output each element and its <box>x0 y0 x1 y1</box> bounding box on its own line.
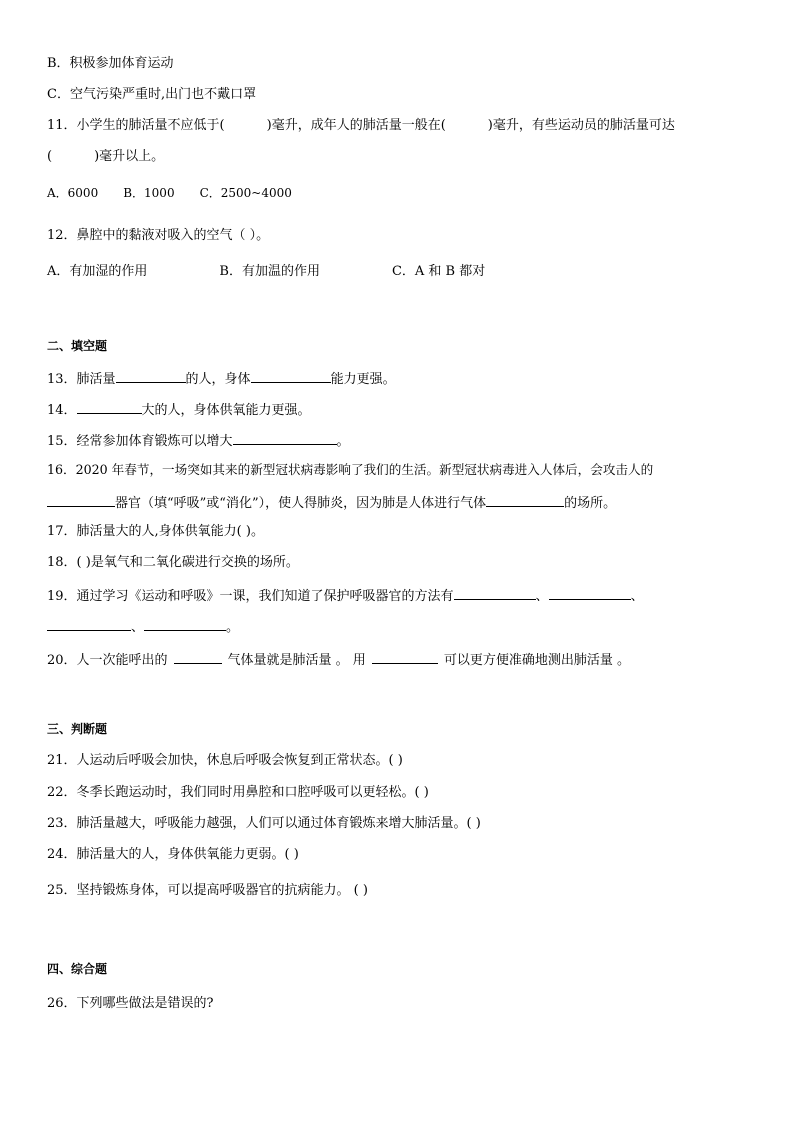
q19-separator-3: 、 <box>131 620 145 635</box>
q13 <box>47 368 396 389</box>
q19-text-1: 19．通过学习《运动和呼吸》一课，我们知道了保护呼吸器官的方法有 <box>47 589 454 604</box>
q19-separator-1: 、 <box>535 589 549 604</box>
q20-text-1: 20．人一次能呼出的 <box>47 653 168 668</box>
q24: 24．肺活量大的人，身体供氧能力更弱。( ) <box>47 847 299 862</box>
q14-text-2: 大的人，身体供氧能力更强。 <box>141 403 311 418</box>
q13-blank-1[interactable] <box>116 368 186 383</box>
q11-text-2: )毫升，成年人的肺活量一般在( <box>266 118 446 133</box>
q13-text-2: 的人，身体 <box>185 372 251 387</box>
q17: 17．肺活量大的人,身体供氧能力( )。 <box>47 524 264 539</box>
section-heading-fill-blank: 二、填空题 <box>47 339 108 353</box>
q15-text-1: 15．经常参加体育锻炼可以增大 <box>47 434 233 449</box>
q20-text-3: 可以更方便准确地测出肺活量 。 <box>443 653 630 668</box>
q21: 21．人运动后呼吸会加快，休息后呼吸会恢复到正常状态。( ) <box>47 753 403 768</box>
q11-line-2 <box>47 148 164 166</box>
q26: 26．下列哪些做法是错误的? <box>47 996 214 1011</box>
section-heading-true-false: 三、判断题 <box>47 722 108 736</box>
q20 <box>47 649 630 670</box>
q16-blank-2[interactable] <box>486 492 564 507</box>
q16-blank-1[interactable] <box>47 492 115 507</box>
q11-option-b: B．1000 <box>123 186 175 200</box>
q13-text-3: 能力更强。 <box>330 372 396 387</box>
q19-line-2 <box>47 616 239 637</box>
q25: 25．坚持锻炼身体，可以提高呼吸器官的抗病能力。 ( ) <box>47 883 368 898</box>
q12-option-b: B．有加温的作用 <box>219 264 320 279</box>
q13-blank-2[interactable] <box>251 368 331 383</box>
q12-question: 12．鼻腔中的黏液对吸入的空气（ ）。 <box>47 228 270 243</box>
q12-option-a: A．有加湿的作用 <box>47 264 148 279</box>
q10-option-c: C．空气污染严重时,出门也不戴口罩 <box>47 87 257 102</box>
q16-line-1: 16．2020 年春节，一场突如其来的新型冠状病毒影响了我们的生活。新型冠状病毒进入人体后，会攻击人的 <box>47 462 654 477</box>
q11-option-a: A．6000 <box>47 186 99 200</box>
q19-separator-2: 、 <box>630 589 644 604</box>
q14-text-1: 14． <box>47 403 77 418</box>
q19-blank-3[interactable] <box>47 616 131 631</box>
q18: 18．( )是氧气和二氧化碳进行交换的场所。 <box>47 555 299 570</box>
q12-options <box>47 263 485 281</box>
q20-blank-1[interactable] <box>174 649 222 664</box>
q20-blank-2[interactable] <box>372 649 438 664</box>
section-heading-comprehensive: 四、综合题 <box>47 962 108 976</box>
q23: 23．肺活量越大，呼吸能力越强，人们可以通过体育锻炼来增大肺活量。( ) <box>47 816 481 831</box>
q11-line-1 <box>47 117 675 135</box>
q19-end: 。 <box>226 620 240 635</box>
q19-blank-4[interactable] <box>144 616 226 631</box>
q19-blank-1[interactable] <box>454 585 536 600</box>
q15 <box>47 430 350 451</box>
q19-blank-2[interactable] <box>549 585 631 600</box>
q20-text-2: 气体量就是肺活量 。 用 <box>227 653 366 668</box>
q16-text-3: 的场所。 <box>564 496 617 511</box>
q16-line-2 <box>47 492 616 513</box>
q11-text-4: ( <box>47 149 53 164</box>
q11-text-5: )毫升以上。 <box>94 149 165 164</box>
q11-options <box>47 184 292 202</box>
q11-text-3: )毫升，有些运动员的肺活量可达 <box>487 118 675 133</box>
q22: 22．冬季长跑运动时，我们同时用鼻腔和口腔呼吸可以更轻松。( ) <box>47 785 429 800</box>
q15-text-2: 。 <box>336 434 350 449</box>
q14-blank[interactable] <box>77 399 142 414</box>
q15-blank[interactable] <box>233 430 337 445</box>
q10-option-b: B．积极参加体育运动 <box>47 56 174 71</box>
q11-option-c: C．2500~4000 <box>199 186 292 200</box>
q19-line-1 <box>47 585 644 606</box>
q13-text-1: 13．肺活量 <box>47 372 116 387</box>
q14 <box>47 399 311 420</box>
q16-text-2: 器官（填“呼吸”或“消化”），使人得肺炎，因为肺是人体进行气体 <box>115 496 487 511</box>
q11-text-1: 11．小学生的肺活量不应低于( <box>47 118 225 133</box>
q12-option-c: C．A 和 B 都对 <box>391 264 486 279</box>
